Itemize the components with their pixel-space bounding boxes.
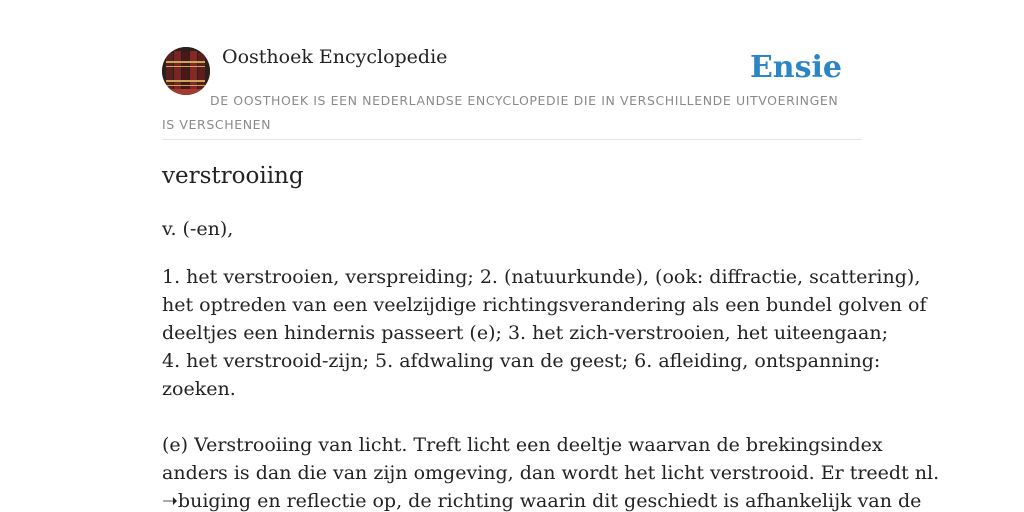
site-header <box>162 0 862 140</box>
explanation-line: anders is dan die van zijn omgeving, dan wordt het licht verstrooid. Er treedt nl. <box>162 462 940 484</box>
site-title[interactable]: Oosthoek Encyclopedie <box>222 46 448 68</box>
explanation-line: (e) Verstrooiing van licht. Treft licht een deeltje waarvan de brekingsindex <box>162 434 883 456</box>
definition-line: het optreden van een veelzijdige richtingsverandering als een bundel golven of <box>162 294 927 316</box>
page-container <box>162 0 940 512</box>
site-tagline: DE OOSTHOEK IS EEN NEDERLANDSE ENCYCLOPEDIE DIE IN VERSCHILLENDE UITVOERINGEN IS VERSCHENEN <box>162 93 839 132</box>
paragraph-spacer <box>162 403 862 431</box>
definition-line: zoeken. <box>162 378 236 400</box>
explanation-line: ➝buiging en reflectie op, de richting waarin dit geschiedt is afhankelijk van de <box>162 490 922 512</box>
entry-title: verstrooiing <box>162 163 304 189</box>
brand-logo[interactable]: Ensie <box>749 50 842 85</box>
entry-grammar: v. (-en), <box>162 218 234 240</box>
entry-definition <box>162 263 940 512</box>
encyclopedia-books-icon[interactable] <box>162 47 210 95</box>
definition-line: 4. het verstrooid-zijn; 5. afdwaling van de geest; 6. afleiding, ontspanning: <box>162 350 881 372</box>
definition-line: deeltjes een hindernis passeert (e); 3. het zich-verstrooien, het uiteengaan; <box>162 322 888 344</box>
definition-line: 1. het verstrooien, verspreiding; 2. (natuurkunde), (ook: diffractie, scattering), <box>162 266 921 288</box>
